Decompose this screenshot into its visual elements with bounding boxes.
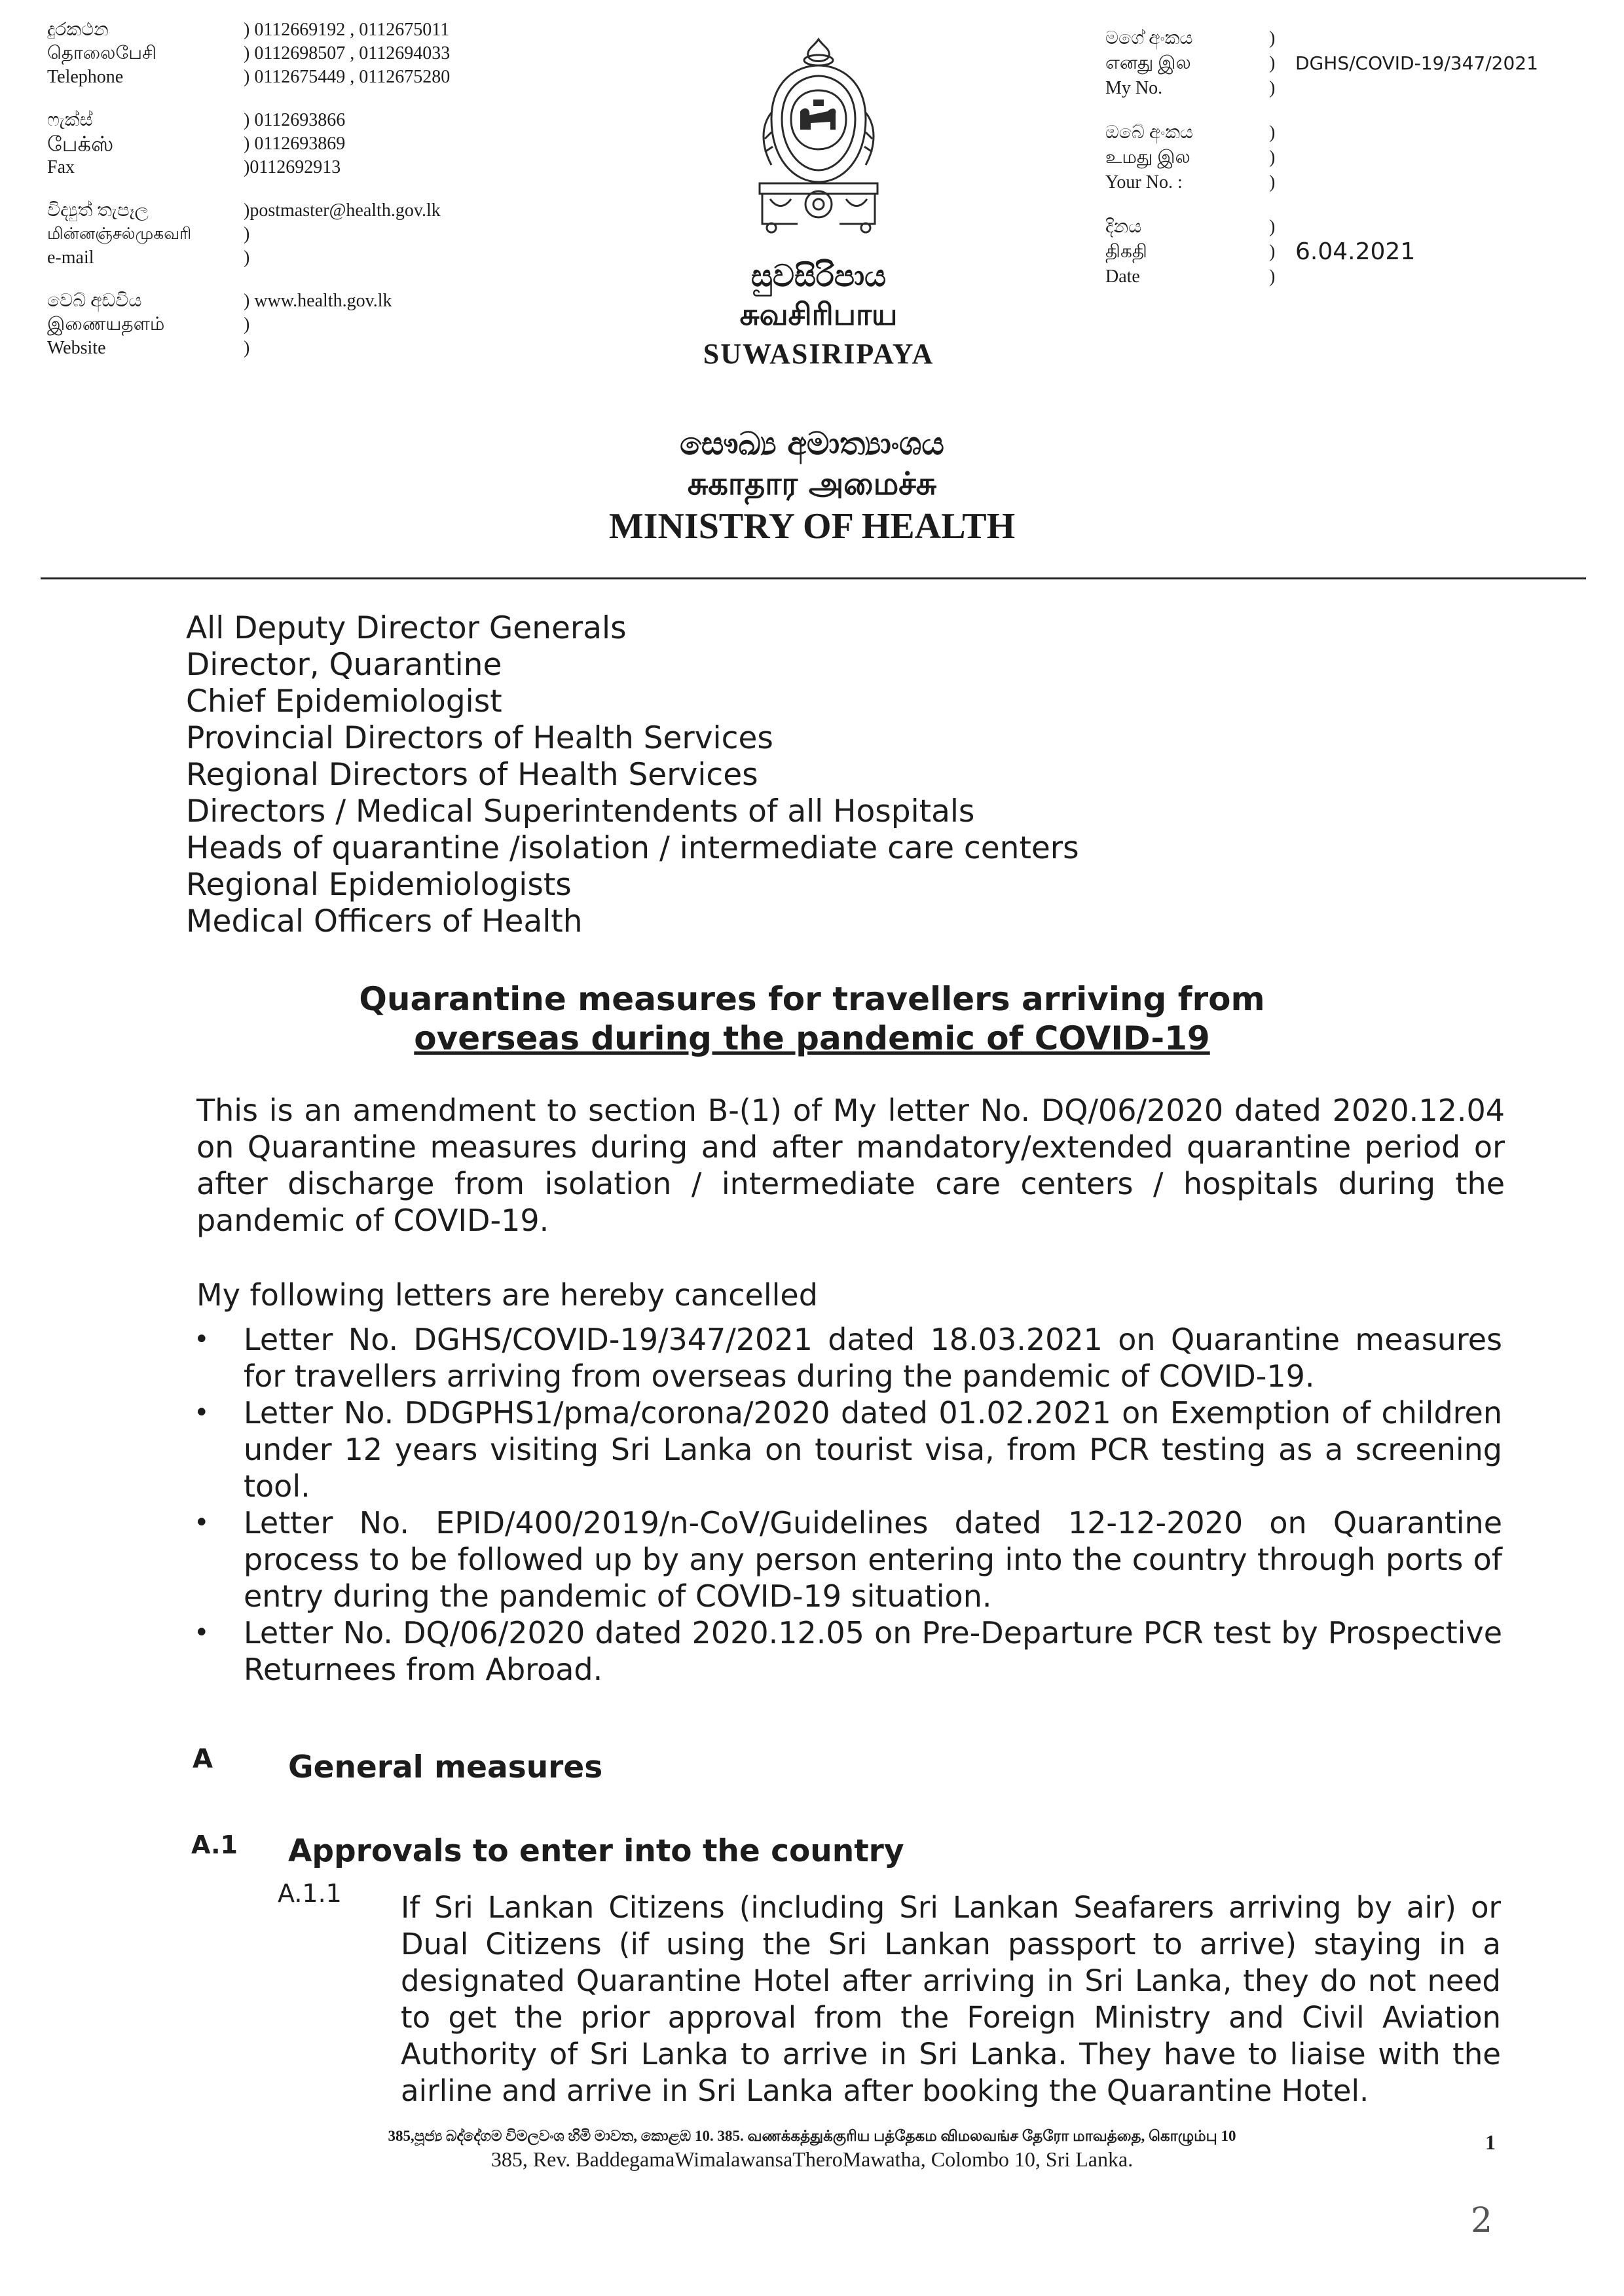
telephone-group (47, 18, 506, 89)
ministry-name-ta: சுகாதார அமைச்சு (687, 465, 937, 502)
section-a11-label: A.1.1 (278, 1879, 342, 1908)
website-value: ) www.health.gov.lk (244, 291, 392, 311)
recipient: Medical Officers of Health (186, 903, 583, 939)
handwritten-page-mark: 2 (1471, 2201, 1493, 2240)
bullet-icon: • (194, 1508, 210, 1538)
section-a1-label: A.1 (191, 1831, 238, 1859)
section-a11-text: If Sri Lankan Citizens (including Sri Lankan Seafarers arriving by air) or Dual Citizens (if using the Sri Lankan passport to arrive) staying in a designated Quarantine Hotel after arriving in Sri Lanka, they do not need to get the prior approval from the Foreign Ministry and Civil Aviation Authority of Sri Lanka to arrive in Sri Lanka. They have to liaise with the airline and arrive in Sri Lanka after booking the Quarantine Hotel. (401, 1890, 1501, 2108)
fax-value: ) 0112693866 (244, 110, 346, 130)
paren: ) (1269, 266, 1276, 287)
your-no-label-si: ඔබේ අංකය (1105, 122, 1194, 143)
cancelled-letters-list (194, 1321, 1502, 1688)
cancelled-letter: Letter No. EPID/400/2019/n-CoV/Guidelines dated 12-12-2020 on Quarantine process to be followed up by any person entering into the country through ports of entry during the pandemic of COVID-19 situation. (244, 1505, 1502, 1614)
fax-label-en: Fax (47, 157, 75, 177)
your-no-label-en: Your No. : (1105, 172, 1183, 192)
telephone-label-si: දුරකථන (47, 20, 109, 40)
list-item (194, 1321, 1502, 1394)
recipient: Director, Quarantine (186, 647, 502, 683)
header-divider (41, 577, 1586, 579)
recipient: Regional Directors of Health Services (186, 757, 758, 793)
cancelled-letter: Letter No. DGHS/COVID-19/347/2021 dated 18.03.2021 on Quarantine measures for travellers arriving from overseas during the pandemic of COVID-19. (244, 1322, 1502, 1394)
reference-block (1105, 26, 1603, 309)
paren: ) (1269, 53, 1276, 73)
paren: ) (1269, 147, 1276, 168)
website-group (47, 289, 506, 360)
intro-paragraph: This is an amendment to section B-(1) of My letter No. DQ/06/2020 dated 2020.12.04 on Quarantine measures during and after mandatory/extended quarantine period or after discharge from isolation / intermediate care centers / hospitals during the pandemic of COVID-19. (196, 1093, 1505, 1238)
paren: ) (1269, 172, 1276, 192)
sri-lanka-emblem-icon (745, 34, 892, 237)
cancelled-letter: Letter No. DDGPHS1/pma/corona/2020 dated 01.02.2021 on Exemption of children under 12 years visiting Sri Lanka on tourist visa, from PCR testing as a screening tool. (244, 1395, 1502, 1504)
paren: ) (1269, 78, 1276, 98)
fax-label-si: ෆැක්ස් (47, 110, 93, 130)
website-label-en: Website (47, 338, 106, 358)
page-number: 1 (1485, 2130, 1496, 2154)
my-no-group (1105, 26, 1603, 101)
telephone-value: ) 0112698507 , 0112694033 (244, 43, 451, 64)
date-label-en: Date (1105, 266, 1140, 287)
recipient: Provincial Directors of Health Services (186, 720, 773, 756)
date-label-si: දිනය (1105, 217, 1142, 237)
date-group (1105, 215, 1603, 289)
bullet-icon: • (194, 1398, 210, 1428)
subject-heading (0, 979, 1624, 1058)
bullet-icon: • (194, 1324, 210, 1355)
fax-label-ta: பேக்ஸ் (47, 132, 114, 156)
recipient: Directors / Medical Superintendents of all Hospitals (186, 793, 975, 829)
website-value: ) (244, 314, 250, 335)
footer-address-english: 385, Rev. BaddegamaWimalawansaTheroMawatha, Colombo 10, Sri Lanka. (490, 2147, 1134, 2171)
recipient: Chief Epidemiologist (186, 683, 502, 720)
building-name-ta: சுவசிரிபாய (739, 297, 898, 332)
website-value: ) (244, 338, 250, 358)
section-a-label: A (193, 1744, 213, 1774)
email-group (47, 199, 506, 270)
cancelled-letter: Letter No. DQ/06/2020 dated 2020.12.05 on Pre-Departure PCR test by Prospective Returnees from Abroad. (244, 1615, 1502, 1687)
date-label-ta: திகதி (1105, 242, 1147, 262)
building-name-si: සුවසිරිපාය (750, 258, 887, 293)
my-no-label-ta: எனது இல (1105, 53, 1191, 73)
subject-line-2: overseas during the pandemic of COVID-19 (414, 1019, 1210, 1057)
ministry-name-si: සෞඛ්‍ය අමාත්‍යාංශය (680, 426, 944, 462)
email-label-si: විද්‍යුත් තැපෑල (47, 200, 149, 221)
section-a-title: General measures (288, 1749, 603, 1785)
fax-group (47, 109, 506, 179)
date-value: 6.04.2021 (1295, 238, 1416, 265)
telephone-value: ) 0112675449 , 0112675280 (244, 67, 451, 87)
recipient: Heads of quarantine /isolation / intermediate care centers (186, 830, 1079, 866)
my-no-label-si: මගේ අංකය (1105, 28, 1193, 48)
fax-value: )0112692913 (244, 157, 341, 177)
website-label-ta: இணையதளம் (47, 314, 165, 335)
website-label-si: වෙබ් අඩවිය (47, 291, 142, 311)
telephone-label-ta: தொலைபேசி (47, 43, 157, 64)
list-item (194, 1614, 1502, 1688)
paren: ) (1269, 28, 1276, 48)
email-value: ) (244, 224, 250, 244)
recipient: Regional Epidemiologists (186, 867, 572, 903)
building-name (655, 257, 982, 374)
fax-value: ) 0112693869 (244, 134, 346, 154)
cancelled-heading: My following letters are hereby cancelled (196, 1277, 818, 1313)
paren: ) (1269, 217, 1276, 237)
paren: ) (1269, 122, 1276, 143)
telephone-label-en: Telephone (47, 67, 124, 87)
ministry-name-en: MINISTRY OF HEALTH (608, 506, 1016, 547)
my-no-value: DGHS/COVID-19/347/2021 (1295, 52, 1538, 74)
footer-address-native: 385,පූජ්‍ය බද්දේගම විමලවංශ හිමි මාවත, කොළඹ 10. 385. வணக்கத்துக்குரிய பத்தேகம விமலவங்ச தேரோ மாவத்தை, கொழும்பு 10 (388, 2128, 1236, 2144)
list-item (194, 1394, 1502, 1504)
your-no-group (1105, 120, 1603, 195)
your-no-label-ta: உமது இல (1105, 147, 1190, 168)
list-item (194, 1504, 1502, 1614)
subject-line-1: Quarantine measures for travellers arriving from (359, 980, 1265, 1018)
telephone-value: ) 0112669192 , 0112675011 (244, 20, 450, 40)
recipient: All Deputy Director Generals (186, 610, 627, 646)
section-a1-title: Approvals to enter into the country (288, 1833, 904, 1869)
my-no-label-en: My No. (1105, 78, 1163, 98)
email-label-ta: மின்னஞ்சல்முகவரி (47, 225, 192, 243)
email-label-en: e-mail (47, 247, 94, 268)
contact-block (47, 18, 506, 380)
building-name-en: SUWASIRIPAYA (703, 338, 934, 370)
paren: ) (1269, 242, 1276, 262)
email-value: ) (244, 247, 250, 268)
ministry-name (485, 424, 1139, 549)
recipient-list (186, 610, 1079, 940)
bullet-icon: • (194, 1618, 210, 1648)
email-value: )postmaster@health.gov.lk (244, 200, 441, 221)
